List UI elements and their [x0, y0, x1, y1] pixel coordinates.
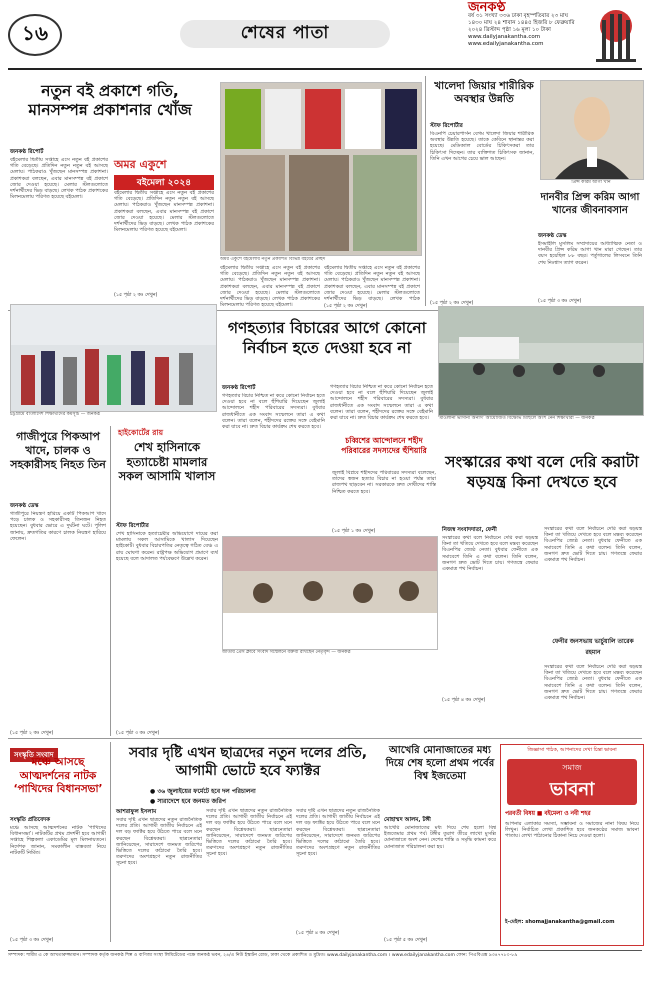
article-body: সবার দৃষ্টি এখন ছাত্রদের নতুন রাজনৈতিক দলের প্রতি। আগামী জাতীয় নির্বাচনে এই দল বড় ফ্যাক্টর হয়ে উঠতে পারে বলে মনে করছেন বিশ্লেষকরা। ছাত্রনেতারা জানিয়েছেন, সারাদেশে জনমত জরিপের ভিত্তিতে দলের কাঠামো তৈরি হবে। তরুণদের অংশগ্রহণে নতুন রাজনীতির সূচনা হবে। — [296, 808, 380, 858]
article-body: গণহত্যার বিচার নিশ্চিত না করে কোনো নির্বাচন হতে দেওয়া হবে না বলে হুঁশিয়ারি দিয়েছেন জুলাই আন্দোলনে শহীদ পরিবারের সদস্যরা। বুধবার রাজধানীতে এক সংবাদ সম্মেলনে তারা এ কথা বলেন। তারা বলেন, শহীদদের রক্তের সঙ্গে বেইমানি করা যাবে না। দ্রুত বিচার কার্যক্রম শেষ করতে হবে। — [222, 393, 325, 431]
continued-note[interactable]: (১৫ পৃষ্ঠা ৪ কঃ দেখুন) — [442, 698, 486, 703]
press-conference-image — [223, 537, 437, 649]
article-body: বইমেলার দ্বিতীয় সপ্তাহে এসে নতুন বই প্রকাশের গতি বেড়েছে। প্রতিদিন নতুন নতুন বই আসছে মেলায়। পাঠকরাও খুঁজছেন মানসম্পন্ন প্রকাশনা। প্রকাশকরা বলছেন, এবার মানসম্পন্ন বই প্রকাশে জোর দেওয়া হয়েছে। মেলার স্টলগুলোতে দর্শনার্থীদের ভিড় বাড়ছে। লেখক পাঠক প্রকাশকের মিলনমেলায় পরিণত হয়েছে বইমেলা। — [10, 157, 108, 201]
kicker: সংস্কৃতি সংবাদ — [10, 748, 58, 762]
badge-title: অমর একুশে — [114, 158, 167, 171]
paper-logo: জনকণ্ঠ — [468, 0, 506, 15]
press-conference-photo — [222, 536, 438, 650]
headline-drama[interactable]: মঞ্চে আসছে আত্মদর্শনের নাটক ‘পাখিদের বিধানসভা’ — [13, 756, 103, 795]
continued-note[interactable]: (১৫ পৃষ্ঠা ৩ কঃ দেখুন) — [538, 299, 582, 304]
article-body: আখেরি মোনাজাতের মধ্য দিয়ে শেষ হলো বিশ্ব ইজতেমার প্রথম পর্ব। টঙ্গীর তুরাগ তীরে লাখো মুসল্লি মোনাজাতে অংশ নেন। দেশের শান্তি ও সমৃদ্ধি কামনা করে মোনাজাত পরিচালনা করা হয়। — [384, 825, 496, 850]
photo-caption: ‘মাওলানা ভাসানী অনার্স’ আয়োজিত বিক্ষোভ মিছিলে অংশ নেন শিক্ষার্থীরা — জনকণ্ঠ — [438, 416, 595, 421]
book-fair-badge — [114, 156, 214, 186]
box-contact[interactable]: ই-মেইল: shomajjanakantha@gmail.com — [505, 919, 615, 925]
article-body: গণহত্যার বিচার নিশ্চিত না করে কোনো নির্বাচন হতে দেওয়া হবে না বলে হুঁশিয়ারি দিয়েছেন জুলাই আন্দোলনে শহীদ পরিবারের সদস্যরা। বুধবার রাজধানীতে এক সংবাদ সম্মেলনে তারা এ কথা বলেন। তারা বলেন, শহীদদের রক্তের সঙ্গে বেইমানি করা যাবে না। দ্রুত বিচার কার্যক্রম শেষ করতে হবে। — [330, 384, 433, 422]
article-body: সংস্কারের কথা বলে নির্বাচনে দেরি করা ষড়যন্ত্র কিনা তা খতিয়ে দেখতে হবে বলে মন্তব্য করেছেন বিএনপির জ্যেষ্ঠ নেতা। বুধবার ফেনীতে এক সমাবেশে তিনি এ কথা বলেন। তিনি বলেন, জনগণ দ্রুত ভোট দিতে চায়। গণতন্ত্রে ফেরার একমাত্র পথ নির্বাচন। — [442, 535, 538, 573]
kicker: হাইকোর্টের রায় — [118, 428, 164, 437]
headline-book-fair[interactable]: নতুন বই প্রকাশে গতি, মানসম্পন্ন প্রকাশনার খোঁজ — [28, 82, 192, 119]
box-title-small: সমাজ — [562, 763, 582, 772]
article-body: শেখ হাসিনাকে হত্যাচেষ্টার অভিযোগে দায়ের করা মামলায় সকল আসামিকে খালাস দিয়েছেন হাইকোর্ট। বুধবার বিচারপতির নেতৃত্বে গঠিত বেঞ্চ এ রায় ঘোষণা করেন। রাষ্ট্রপক্ষ অভিযোগ প্রমাণে ব্যর্থ হয়েছে বলে আদালত পর্যবেক্ষণে উল্লেখ করেন। — [116, 531, 218, 562]
byline: নিজস্ব সংবাদদাতা, ফেনী — [442, 527, 497, 533]
page-number: ১৬ — [8, 14, 62, 56]
column-divider — [425, 76, 426, 306]
headline-khaleda[interactable]: খালেদা জিয়ার শারীরিক অবস্থার উন্নতি — [434, 80, 534, 105]
article-body: বইমেলার দ্বিতীয় সপ্তাহে এসে নতুন বই প্রকাশের গতি বেড়েছে। প্রতিদিন নতুন নতুন বই আসছে মেলায়। পাঠকরাও খুঁজছেন মানসম্পন্ন প্রকাশনা। প্রকাশকরা বলছেন, এবার মানসম্পন্ন বই প্রকাশে জোর দেওয়া হয়েছে। মেলার স্টলগুলোতে দর্শনার্থীদের ভিড় বাড়ছে। লেখক পাঠক প্রকাশকের মিলনমেলায় পরিণত হয়েছে বইমেলা। — [220, 265, 320, 309]
paper-info — [468, 0, 578, 48]
rally-image — [11, 305, 216, 411]
article-body: বিএনপি চেয়ারপার্সন বেগম খালেদা জিয়ার শারীরিক অবস্থার উন্নতি হয়েছে। তাকে কেবিনে স্থানান্তর করা হয়েছে। মেডিক্যাল বোর্ডের চিকিৎসকরা তার চিকিৎসা দিচ্ছেন। তার ব্যক্তিগত চিকিৎসক জানান, তিনি এখন আগের চেয়ে ভাল আছেন। — [430, 131, 534, 162]
continued-note[interactable]: (১৫ পৃষ্ঠা ৪ কঃ দেখুন) — [296, 931, 340, 936]
headline-shongskar[interactable]: সংস্কারের কথা বলে দেরি করাটা ষড়যন্ত্র কিনা দেখতে হবে — [445, 453, 639, 491]
article-body: সবার দৃষ্টি এখন ছাত্রদের নতুন রাজনৈতিক দলের প্রতি। আগামী জাতীয় নির্বাচনে এই দল বড় ফ্যাক্টর হয়ে উঠতে পারে বলে মনে করছেন বিশ্লেষকরা। ছাত্রনেতারা জানিয়েছেন, সারাদেশে জনমত জরিপের ভিত্তিতে দলের কাঠামো তৈরি হবে। তরুণদের অংশগ্রহণে নতুন রাজনীতির সূচনা হবে। — [116, 817, 202, 867]
article-body: সংস্কারের কথা বলে নির্বাচনে দেরি করা ষড়যন্ত্র কিনা তা খতিয়ে দেখতে হবে বলে মন্তব্য করেছেন বিএনপির জ্যেষ্ঠ নেতা। বুধবার ফেনীতে এক সমাবেশে তিনি এ কথা বলেন। তিনি বলেন, জনগণ দ্রুত ভোট দিতে চায়। গণতন্ত্রে ফেরার একমাত্র পথ নির্বাচন। — [544, 664, 642, 702]
article-body: মঞ্চে আসছে আত্মদর্শনের নাটক ‘পাখিদের বিধানসভা’। নাটকটির প্রথম প্রদর্শনী হবে আগামী সপ্তাহে শিল্পকলা একাডেমির মূল মিলনায়তনে। নির্দেশক জানান, সমকালীন বাস্তবতা নিয়ে নাটকটি নির্মিত। — [10, 825, 106, 856]
continued-note[interactable]: (১৫ পৃষ্ঠা ৩ কঃ দেখুন) — [10, 938, 54, 943]
byline: স্টাফ রিপোর্টার — [430, 123, 463, 129]
article-body: সবার দৃষ্টি এখন ছাত্রদের নতুন রাজনৈতিক দলের প্রতি। আগামী জাতীয় নির্বাচনে এই দল বড় ফ্যাক্টর হয়ে উঠতে পারে বলে মনে করছেন বিশ্লেষকরা। ছাত্রনেতারা জানিয়েছেন, সারাদেশে জনমত জরিপের ভিত্তিতে দলের কাঠামো তৈরি হবে। তরুণদের অংশগ্রহণে নতুন রাজনীতির সূচনা হবে। — [206, 808, 292, 858]
article-body: বইমেলার দ্বিতীয় সপ্তাহে এসে নতুন বই প্রকাশের গতি বেড়েছে। প্রতিদিন নতুন নতুন বই আসছে মেলায়। পাঠকরাও খুঁজছেন মানসম্পন্ন প্রকাশনা। প্রকাশকরা বলছেন, এবার মানসম্পন্ন বই প্রকাশে জোর দেওয়া হয়েছে। মেলার স্টলগুলোতে দর্শনার্থীদের ভিড় বাড়ছে। লেখক পাঠক — [324, 265, 420, 301]
photo-caption: চট্টগ্রামে বাংলাদেশ শিক্ষার্থীদের কর্মসূচি — জনকণ্ঠ — [10, 412, 101, 417]
masthead-bar — [0, 0, 650, 66]
article-body: জুলাই বিপ্লবে শহীদদের পরিবারের সদস্যরা বলেছেন, তাদের স্বজন হত্যার বিচার না হওয়া পর্যন্ত তারা রাজপথ ছাড়বেন না। সরকারকে দ্রুত দোষীদের শাস্তি নিশ্চিত করতে হবে। — [332, 470, 436, 495]
article-body: ইসমাইলি মুসলিম সম্প্রদায়ের আধ্যাত্মিক নেতা ও দানবীর প্রিন্স করিম আগা খান মারা গেছেন। তার বয়স হয়েছিল ৮৮ বছর। পর্তুগালের লিসবনে তিনি শেষ নিঃশ্বাস ত্যাগ করেন। — [538, 241, 642, 266]
photo-caption: অমর একুশে বইমেলায় নতুন প্রকাশিত বিভিন্ন বইয়ের প্রচ্ছদ — [220, 257, 326, 262]
continued-note[interactable]: (১৫ পৃষ্ঠা ২ কঃ দেখুন) — [430, 301, 474, 306]
column-divider — [110, 426, 111, 736]
bullet-text: সারাদেশে হবে জনমত জরিপ — [157, 798, 227, 805]
headline-karim[interactable]: দানবীর প্রিন্স করিম আগা খানের জীবনাবসান — [540, 192, 640, 216]
imprint-footer: সম্পাদক: শামীম এ কে আখতারুজ্জামান। সম্পাদক কর্তৃক জনকণ্ঠ শিল্প ও বাণিজ্য সংস্থা লিমিটেডের পক্ষে জনকণ্ঠ ভবন, ২৪/এ নিউ ইস্কাটন রোড, ঢাকা থেকে প্রকাশিত ও মুদ্রিত। www.dailyjanakantha.com । www.edailyjanakantha.com ফোন: পিএবিএক্স ৯৩৪৭৭৮০-৮৯ — [8, 950, 642, 959]
shomaj-bhabna-box — [500, 744, 644, 946]
continued-note[interactable]: (১৫ পৃষ্ঠা ১ কঃ দেখুন) — [332, 529, 376, 534]
rally-photo — [10, 304, 217, 412]
box-body: আপনার এলাকার সমস্যা, সম্ভাবনা ও সমাজের নানা বিষয় নিয়ে লিখুন। নির্বাচিত লেখা প্রকাশিত হবে জনকণ্ঠের সমাজ ভাবনা পাতায়। লেখা পাঠানোর ঠিকানা নিচে দেওয়া হলো। — [505, 821, 639, 840]
box-title-banner — [507, 759, 637, 805]
column-divider — [110, 742, 111, 942]
portrait-photo — [540, 80, 644, 180]
portrait-image — [541, 81, 643, 179]
photo-caption: প্রিন্স করিম আগা খান — [571, 180, 611, 185]
section-title: শেষের পাতা — [180, 20, 390, 48]
headline-ijtema[interactable]: আখেরি মোনাজাতের মধ্য দিয়ে শেষ হলো প্রথম পর্বের বিশ্ব ইজতেমা — [385, 745, 495, 782]
website-link[interactable]: www.edailyjanakantha.com — [468, 41, 544, 47]
continued-note[interactable]: (১৫ পৃষ্ঠা ৫ কঃ দেখুন) — [384, 938, 428, 943]
continued-note[interactable]: (১৫ পৃষ্ঠা ২ কঃ দেখুন) — [324, 304, 368, 309]
header-rule — [8, 68, 642, 70]
headline-factor[interactable]: সবার দৃষ্টি এখন ছাত্রদের নতুন দলের প্রতি, আগামী ভোটে হবে ফ্যাক্টর — [128, 745, 368, 779]
byline: আশরাফুল ইসলাম — [116, 809, 157, 815]
photo-caption: জাতীয় প্রেস ক্লাবে সংবাদ সম্মেলনে বক্তব্য রাখছেন নেতৃবৃন্দ — জনকণ্ঠ — [222, 650, 351, 655]
shaheed-minar-icon — [590, 4, 642, 64]
byline: স্টাফ রিপোর্টার — [116, 523, 149, 529]
byline: জনকণ্ঠ ডেস্ক — [538, 233, 567, 239]
headline-shohid[interactable]: চব্বিশের আন্দোলনে শহীদ পরিবারের সদস্যদের হুঁশিয়ারি — [341, 436, 427, 455]
row-divider — [8, 738, 642, 739]
subheading[interactable]: ফেনীর জনসভায় ভার্চুয়ালি তারেক রহমান — [552, 638, 634, 656]
dateline: বর্ষ ৩১ সংখ্যা ৩৩৬ ঢাকা বৃহস্পতিবার ২৩ মাঘ ১৪৩০ মাঘ ২৪ শাবান ১৪৪৫ হিজরি ৮ ফেব্রুয়ারি ২০২৪ খ্রিস্টাব্দ পৃষ্ঠা ১৬ মূল্য ১০ টাকা — [468, 13, 575, 33]
byline: সংস্কৃতি প্রতিবেদক — [10, 817, 51, 823]
headline-gazipur[interactable]: গাজীপুরে পিকআপ খাদে, চালক ও সহকারীসহ নিহত তিন — [10, 430, 106, 471]
box-title-big: ভাবনা — [549, 779, 595, 800]
byline: জনকণ্ঠ রিপোর্ট — [222, 385, 256, 391]
headline-hasina[interactable]: শেখ হাসিনাকে হত্যাচেষ্টা মামলার সকল আসামি খালাস — [118, 440, 216, 483]
article-body: গাজীপুরে নিয়ন্ত্রণ হারিয়ে একটি পিকআপ খাদে পড়ে চালক ও সহকারীসহ তিনজন নিহত হয়েছেন। বুধবার ভোরে এ দুর্ঘটনা ঘটে। পুলিশ জানায়, দ্রুতগতির কারণে চালক নিয়ন্ত্রণ হারিয়ে ফেলেন। — [10, 511, 106, 542]
continued-note[interactable]: (১৫ পৃষ্ঠা ৩ কঃ দেখুন) — [116, 731, 160, 736]
box-topic: পরবর্তী বিষয় ■ বইমেলা ও নবী শহর — [505, 811, 591, 817]
continued-note[interactable]: (১৫ পৃষ্ঠা ২ কঃ দেখুন) — [114, 293, 158, 298]
badge-subtitle: বইমেলা ২০২৪ — [114, 175, 214, 190]
article-body: বইমেলার দ্বিতীয় সপ্তাহে এসে নতুন বই প্রকাশের গতি বেড়েছে। প্রতিদিন নতুন নতুন বই আসছে মেলায়। পাঠকরাও খুঁজছেন মানসম্পন্ন প্রকাশনা। প্রকাশকরা বলছেন, এবার মানসম্পন্ন বই প্রকাশে জোর দেওয়া হয়েছে। মেলার স্টলগুলোতে দর্শনার্থীদের ভিড় বাড়ছে। লেখক পাঠক প্রকাশকের মিলনমেলায় পরিণত হয়েছে বইমেলা। — [114, 190, 214, 234]
book-covers-image — [221, 83, 421, 255]
byline: মোহাম্মদ আলম, টঙ্গী — [384, 817, 431, 823]
book-covers-photo — [220, 82, 422, 256]
protest-image — [439, 307, 643, 415]
continued-note[interactable]: (১৫ পৃষ্ঠা ২ কঃ দেখুন) — [10, 731, 54, 736]
bullet-point: ● সারাদেশে হবে জনমত জরিপ — [150, 798, 227, 805]
box-tagline: জিজ্ঞাসা পাঠক, আপনাদের দেখা চিন্তা ভাবনা — [527, 747, 617, 753]
website-link[interactable]: www.dailyjanakantha.com — [468, 34, 541, 40]
byline: জনকণ্ঠ ডেস্ক — [10, 503, 39, 509]
bullet-point: ● ৩৬ জুলাইয়ের ফর্মেটে হবে দল পরিচালনা — [150, 788, 256, 795]
bullet-text: ৩৬ জুলাইয়ের ফর্মেটে হবে দল পরিচালনা — [157, 788, 256, 795]
article-body: সংস্কারের কথা বলে নির্বাচনে দেরি করা ষড়যন্ত্র কিনা তা খতিয়ে দেখতে হবে বলে মন্তব্য করেছেন বিএনপির জ্যেষ্ঠ নেতা। বুধবার ফেনীতে এক সমাবেশে তিনি এ কথা বলেন। তিনি বলেন, জনগণ দ্রুত ভোট দিতে চায়। গণতন্ত্রে ফেরার একমাত্র পথ নির্বাচন। — [544, 526, 642, 564]
protest-photo — [438, 306, 644, 416]
byline: জনকণ্ঠ রিপোর্ট — [10, 149, 44, 155]
headline-gonohotta[interactable]: গণহত্যার বিচারের আগে কোনো নির্বাচন হতে দেওয়া হবে না — [227, 319, 427, 357]
